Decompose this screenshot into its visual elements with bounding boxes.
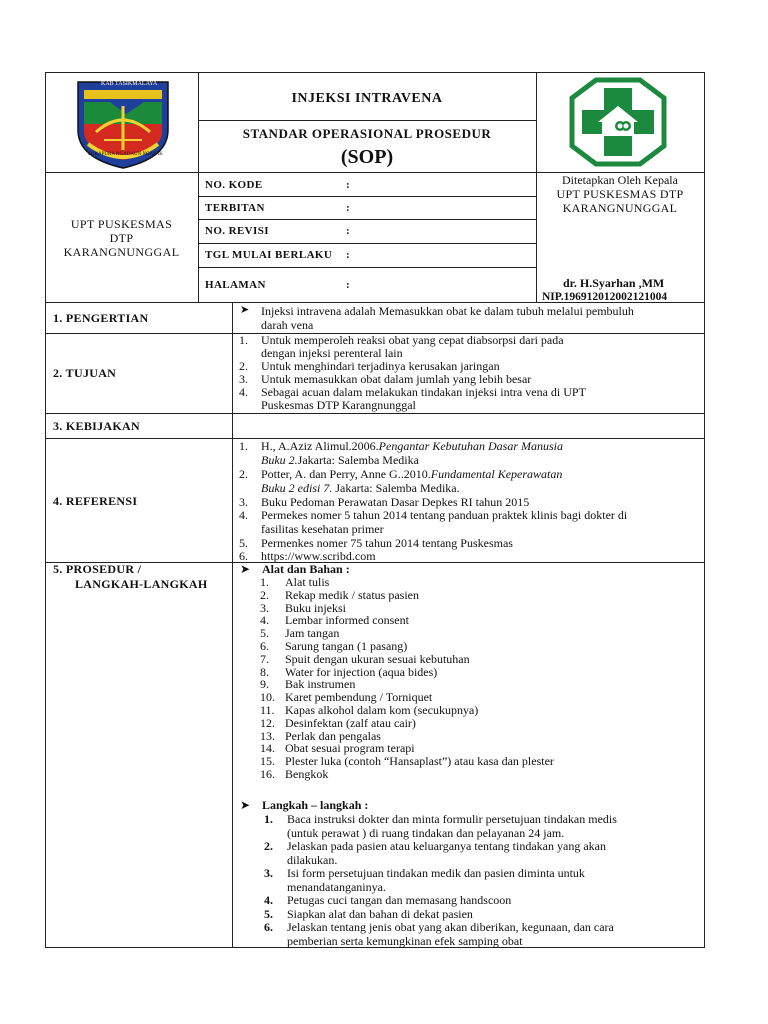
alat-item-number: 10. [260, 690, 275, 705]
bullet-arrow-icon: ➤ [240, 798, 251, 812]
langkah-text: menandatanganinya. [287, 879, 386, 894]
alat-item: Alat tulis [285, 575, 330, 589]
alat-item: Sarung tangan (1 pasang) [285, 639, 408, 653]
tujuan-4-line-1: Sebagai acuan dalam melakukan tindakan injeksi intra vena di UPT [261, 385, 586, 399]
langkah-text: pemberian serta kemungkinan efek samping obat [287, 933, 523, 948]
signer-name: dr. H.Syarhan ,MM [563, 276, 665, 290]
alat-item: Rekap medik / status pasien [285, 587, 419, 602]
langkah-text: Jelaskan tentang jenis obat yang akan diberikan, kegunaan, dan cara [287, 920, 614, 934]
tujuan-num-4: 4. [239, 385, 248, 399]
document-subtitle: STANDAR OPERASIONAL PROSEDUR [242, 126, 492, 141]
ref-4-line-2: fasilitas kesehatan primer [261, 522, 384, 536]
alat-title: Alat dan Bahan : [262, 562, 350, 576]
section-pengertian-label: 1. PENGERTIAN [53, 311, 149, 325]
ref-2-line-2: Buku 2 edisi 7. Jakarta: Salemba Medika. [261, 481, 460, 495]
field-label-kode: NO. KODE [205, 179, 263, 191]
alat-item-number: 15. [260, 754, 275, 769]
puskesmas-logo [566, 76, 670, 168]
alat-item: Karet pembendung / Torniquet [285, 690, 433, 705]
langkah-number: 2. [264, 839, 273, 853]
ref-num-6: 6. [239, 549, 248, 563]
approval-line-2: UPT PUSKESMAS DTP [556, 187, 684, 201]
field-sep-revisi: : [346, 225, 351, 237]
alat-item-number: 9. [260, 677, 269, 692]
ref-num-2: 2. [239, 467, 248, 481]
bullet-arrow-icon: ➤ [240, 562, 251, 576]
langkah-number: 6. [264, 920, 273, 934]
bullet-arrow-icon: ➤ [240, 304, 250, 316]
approval-line-1: Ditetapkan Oleh Kepala [562, 173, 678, 187]
approval-line-3: KARANGNUNGGAL [562, 201, 678, 215]
field-label-terbitan: TERBITAN [205, 202, 265, 214]
alat-item: Bengkok [285, 767, 329, 781]
alat-item-number: 11. [260, 703, 275, 717]
field-sep-halaman: : [346, 279, 351, 291]
ref-3-text: Buku Pedoman Perawatan Dasar Depkes RI tahun 2015 [261, 495, 530, 509]
ref-1-text: H., A.Aziz Alimul.2006.Pengantar Kebutuhan Dasar Manusia [261, 439, 564, 453]
alat-item-number: 8. [260, 664, 269, 679]
alat-item-number: 13. [260, 728, 275, 743]
alat-item: Perlak dan pengalas [285, 728, 381, 743]
langkah-text: Siapkan alat dan bahan di dekat pasien [287, 906, 473, 921]
tujuan-num-2: 2. [239, 359, 248, 373]
langkah-number: 5. [264, 906, 273, 921]
tujuan-num-1: 1. [239, 333, 248, 347]
field-label-halaman: HALAMAN [205, 279, 266, 291]
field-label-tgl: TGL MULAI BERLAKU [205, 249, 333, 261]
pengertian-line-2: darah vena [261, 318, 314, 332]
alat-item: Water for injection (aqua bides) [285, 664, 438, 679]
ref-num-4: 4. [239, 508, 248, 522]
langkah-text: Jelaskan pada pasien atau keluarganya tentang tindakan yang akan [287, 839, 606, 853]
alat-item-number: 5. [260, 626, 269, 641]
langkah-text: dilakukan. [287, 852, 338, 867]
signer-nip: NIP.196912012002121004 [542, 291, 668, 303]
ref-2-text: Potter, A. dan Perry, Anne G..2010.Fundamental Keperawatan [261, 467, 563, 481]
tujuan-2-line-1: Untuk menghindari terjadinya kerusakan jaringan [261, 359, 500, 373]
alat-item-number: 16. [260, 767, 275, 781]
field-sep-kode: : [346, 179, 351, 191]
langkah-number: 3. [264, 866, 273, 880]
org-line-2: DTP [109, 231, 134, 245]
ref-num-3: 3. [239, 495, 248, 509]
field-label-revisi: NO. REVISI [205, 225, 269, 237]
alat-item: Bak instrumen [285, 677, 356, 692]
langkah-text: Baca instruksi dokter dan minta formulir persetujuan tindakan medis [287, 812, 617, 826]
alat-item: Spuit dengan ukuran sesuai kebutuhan [285, 651, 470, 666]
alat-item-number: 4. [260, 613, 269, 628]
alat-item: Obat sesuai program terapi [285, 741, 415, 756]
tujuan-num-3: 3. [239, 372, 248, 386]
langkah-number: 4. [264, 893, 273, 907]
alat-item-number: 2. [260, 587, 269, 602]
langkah-text: Isi form persetujuan tindakan medik dan pasien diminta untuk [287, 866, 585, 880]
section-kebijakan-label: 3. KEBIJAKAN [53, 419, 140, 433]
document-title: INJEKSI INTRAVENA [291, 91, 443, 106]
tujuan-3-line-1: Untuk memasukkan obat dalam jumlah yang lebih besar [261, 372, 532, 386]
ref-4-text: Permekes nomer 5 tahun 2014 tentang panduan praktek klinis bagi dokter di [261, 508, 628, 522]
ref-1-line-2: Buku 2.Jakarta: Salemba Medika [261, 453, 419, 467]
langkah-text: Petugas cuci tangan dan memasang handscoon [287, 893, 512, 907]
section-tujuan-label: 2. TUJUAN [53, 366, 117, 380]
alat-item-number: 7. [260, 651, 269, 666]
alat-item: Plester luka (contoh “Hansaplast”) atau kasa dan plester [285, 754, 554, 769]
ref-5-text: Permenkes nomer 75 tahun 2014 tentang Puskesmas [261, 536, 513, 550]
field-sep-tgl: : [346, 249, 351, 261]
alat-item: Lembar informed consent [285, 613, 409, 628]
langkah-number: 1. [264, 812, 273, 826]
ref-num-1: 1. [239, 439, 248, 453]
alat-item-number: 1. [260, 575, 269, 589]
alat-item: Desinfektan (zalf atau cair) [285, 715, 416, 730]
tujuan-1-line-1: Untuk memperoleh reaksi obat yang cepat diabsorpsi dari pada [261, 333, 564, 347]
sop-label: (SOP) [340, 146, 394, 168]
org-line-3: KARANGNUNGGAL [63, 245, 180, 259]
alat-item-number: 3. [260, 600, 269, 615]
alat-item-number: 12. [260, 715, 275, 730]
pengertian-line-1: Injeksi intravena adalah Memasukkan obat ke dalam tubuh melalui pembuluh [261, 304, 634, 318]
alat-item: Jam tangan [285, 626, 340, 641]
tujuan-1-line-2: dengan injeksi perenteral lain [261, 346, 403, 360]
ref-6-link[interactable]: https://www.scribd.com [261, 549, 376, 563]
alat-item: Kapas alkohol dalam kom (secukupnya) [285, 703, 479, 717]
org-line-1: UPT PUSKESMAS [70, 217, 173, 231]
section-prosedur-label-1: 5. PROSEDUR / [53, 562, 142, 576]
alat-item: Buku injeksi [285, 600, 347, 615]
langkah-text: (untuk perawat ) di ruang tindakan dan pelayanan 24 jam. [287, 825, 565, 840]
logo-text-bottom: SUKAPURA NGADAUN NGAPAK [88, 152, 163, 157]
field-sep-terbitan: : [346, 202, 351, 214]
alat-item-number: 14. [260, 741, 275, 756]
section-referensi-label: 4. REFERENSI [53, 494, 138, 508]
tujuan-4-line-2: Puskesmas DTP Karangnunggal [261, 398, 416, 412]
alat-item-number: 6. [260, 639, 269, 653]
section-prosedur-label-2: LANGKAH-LANGKAH [75, 577, 208, 591]
langkah-title: Langkah – langkah : [262, 798, 369, 812]
ref-num-5: 5. [239, 536, 248, 550]
logo-text-top: KAB TASIKMALAYA [101, 81, 158, 87]
